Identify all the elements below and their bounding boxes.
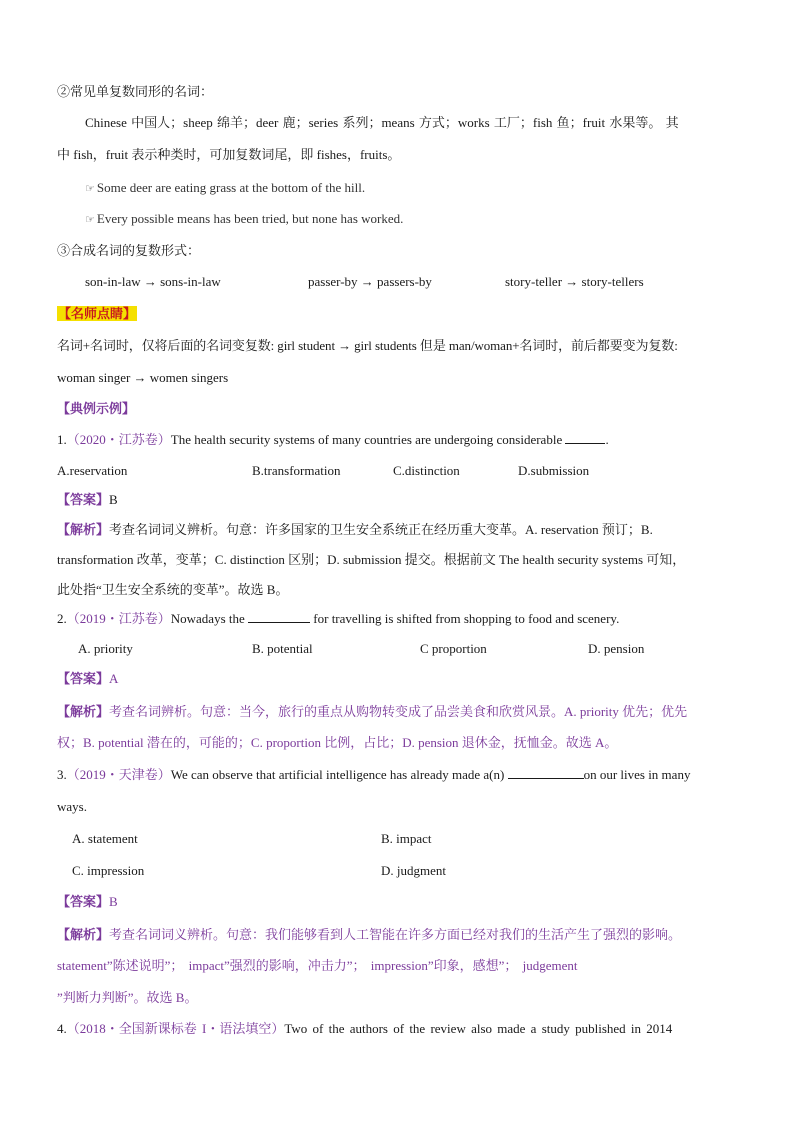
section2-heading: ②常见单复数同形的名词： xyxy=(57,84,214,99)
answer-label: 【答案】 xyxy=(57,492,110,507)
example-sentence-2: Every possible means has been tried, but none has worked. xyxy=(96,211,404,226)
compound-noun-item: story-teller → story-tellers xyxy=(505,274,644,289)
question-2 xyxy=(57,609,737,629)
question-1-answer xyxy=(57,490,737,510)
question-number: 2. xyxy=(57,611,67,626)
option-a: A.reservation xyxy=(57,463,128,478)
question-1-analysis-l3: 此处指“卫生安全系统的变革”。故选 B。 xyxy=(57,582,289,597)
section2-example2 xyxy=(85,209,737,230)
teacher-tip-line2: woman singer → women singers xyxy=(57,370,229,385)
teacher-tip-label-row xyxy=(57,304,737,324)
question-3-line2: ways. xyxy=(57,799,87,814)
examples-label: 【典例示例】 xyxy=(57,401,136,416)
stem-end: . xyxy=(605,432,609,447)
question-stem: Two of the authors of the review also made a study published in 2014 xyxy=(284,1021,673,1036)
option-c: C. impression xyxy=(72,863,145,878)
option-a: A. statement xyxy=(72,831,138,846)
examples-label-row xyxy=(57,399,737,419)
answer-blank xyxy=(248,610,310,623)
analysis-text: 考查名词词义辨析。句意：许多国家的卫生安全系统正在经历重大变革。A. reservation 预订；B. xyxy=(109,522,653,537)
question-source: （2018・全国新课标卷 I・语法填空） xyxy=(66,1021,285,1036)
question-stem: Nowadays the xyxy=(170,611,245,626)
pointing-hand-icon: ☞ xyxy=(85,182,95,195)
question-2-answer xyxy=(57,669,737,689)
example-sentence-1: Some deer are eating grass at the bottom of the hill. xyxy=(96,180,366,195)
question-number: 1. xyxy=(57,432,67,447)
option-c: C.distinction xyxy=(393,463,460,478)
option-d: D. pension xyxy=(588,641,645,656)
compound-noun-item: passer-by → passers-by xyxy=(308,274,432,289)
question-number: 3. xyxy=(57,767,67,782)
question-3-answer xyxy=(57,892,737,912)
teacher-tip-label: 【名师点睛】 xyxy=(58,306,137,321)
answer-value: A xyxy=(109,671,119,686)
question-3-analysis-l1 xyxy=(57,925,737,945)
answer-blank xyxy=(508,766,584,779)
answer-label: 【答案】 xyxy=(57,894,110,909)
option-a: A. priority xyxy=(78,641,133,656)
option-c: C proportion xyxy=(420,641,487,656)
question-2-analysis-l1 xyxy=(57,702,737,722)
teacher-tip-line1: 名词+名词时，仅将后面的名词变复数: girl student → girl students 但是 man/woman+名词时，前后都要变为复数: xyxy=(57,338,678,353)
question-stem-cont: for travelling is shifted from shopping to food and scenery. xyxy=(313,611,620,626)
question-source: （2020・江苏卷） xyxy=(66,432,171,447)
question-1-analysis-l2: transformation 改革，变革；C. distinction 区别；D. submission 提交。根据前文 The health security systems 可知， xyxy=(57,552,686,567)
analysis-text: 考查名词辨析。句意：当今，旅行的重点从购物转变成了品尝美食和欣赏风景。A. priority 优先；优先 xyxy=(109,704,688,719)
question-3 xyxy=(57,765,737,785)
section3-heading: ③合成名词的复数形式： xyxy=(57,243,201,258)
analysis-label: 【解析】 xyxy=(57,704,110,719)
option-d: D. judgment xyxy=(381,863,446,878)
question-4 xyxy=(57,1019,737,1039)
pointing-hand-icon: ☞ xyxy=(85,213,95,226)
question-number: 4. xyxy=(57,1021,67,1036)
question-source: （2019・江苏卷） xyxy=(66,611,171,626)
analysis-text: 考查名词词义辨析。句意：我们能够看到人工智能在许多方面已经对我们的生活产生了强烈的影响。 xyxy=(109,927,682,942)
question-source: （2019・天津卷） xyxy=(66,767,171,782)
analysis-label: 【解析】 xyxy=(57,522,110,537)
answer-value: B xyxy=(109,894,118,909)
option-d: D.submission xyxy=(518,463,590,478)
question-2-analysis-l2: 权；B. potential 潜在的，可能的；C. proportion 比例，占比；D. pension 退休金，抚恤金。故选 A。 xyxy=(57,735,618,750)
question-3-analysis-l3: ”判断力判断”。故选 B。 xyxy=(57,990,198,1005)
option-b: B. potential xyxy=(252,641,313,656)
option-b: B.transformation xyxy=(252,463,341,478)
answer-label: 【答案】 xyxy=(57,671,110,686)
question-1-analysis-l1 xyxy=(57,520,737,540)
question-1 xyxy=(57,430,737,450)
question-stem: We can observe that artificial intelligence has already made a(n) xyxy=(170,767,505,782)
answer-blank xyxy=(565,431,605,444)
question-3-analysis-l2: statement”陈述说明”； impact”强烈的影响，冲击力”； impression”印象，感想”； judgement xyxy=(57,958,578,973)
question-stem-cont: on our lives in many xyxy=(583,767,691,782)
option-b: B. impact xyxy=(381,831,432,846)
section2-example1 xyxy=(85,178,737,199)
section2-line1: Chinese 中国人；sheep 绵羊；deer 鹿；series 系列；means 方式；works 工厂；fish 鱼；fruit 水果等。 其 xyxy=(85,115,679,130)
analysis-label: 【解析】 xyxy=(57,927,110,942)
answer-value: B xyxy=(109,492,118,507)
compound-noun-item: son-in-law → sons-in-law xyxy=(85,274,221,289)
section2-line2: 中 fish，fruit 表示种类时，可加复数词尾，即 fishes，fruits。 xyxy=(57,147,401,162)
question-stem: The health security systems of many countries are undergoing considerable xyxy=(170,432,563,447)
